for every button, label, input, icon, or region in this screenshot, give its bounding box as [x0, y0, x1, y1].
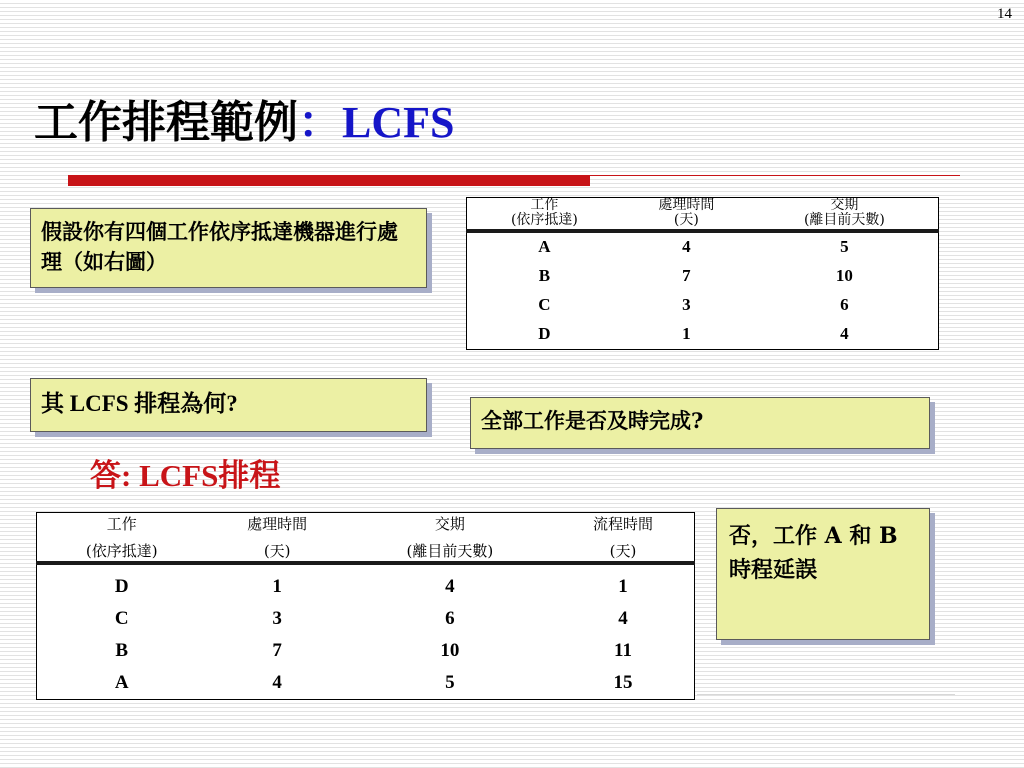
- table-row: D 1 4 1: [114, 576, 628, 597]
- answer-prefix: 答:: [90, 458, 140, 493]
- header-job: 工作 (依序抵達): [85, 515, 158, 560]
- result-text: 否，工作 A 和 B 時程延誤: [729, 523, 898, 584]
- title-colon: ：: [298, 97, 342, 148]
- result-box: [716, 508, 930, 640]
- question-text: 其 LCFS 排程為何?: [41, 391, 238, 416]
- answer-suffix: 排程: [218, 458, 281, 494]
- header-processing-time: 處理時間 (天): [658, 197, 715, 229]
- title-method: LCFS: [342, 98, 455, 147]
- table-row: B 7 10: [538, 266, 853, 286]
- table-header-row: [37, 513, 695, 564]
- title-main: 工作排程範例: [34, 97, 298, 148]
- table-row: B 7 10 11: [115, 640, 632, 661]
- premise-box: [30, 208, 427, 288]
- answer-heading: [90, 450, 280, 495]
- header-job: 工作 (依序抵達): [510, 197, 578, 229]
- title-underline-bar: [68, 175, 590, 186]
- header-processing-time: 處理時間 (天): [247, 515, 308, 560]
- page-number: 14: [997, 6, 1012, 22]
- input-jobs-table: [466, 197, 939, 350]
- table-row: C 3 6: [538, 295, 849, 315]
- table-row: D 1 4: [538, 324, 849, 344]
- table-header-row: [467, 198, 939, 231]
- table-row: A 4 5: [538, 237, 849, 257]
- slide-title: [34, 86, 454, 150]
- answer-method: LCFS: [139, 458, 219, 493]
- header-due-date: 交期 (離目前天數): [406, 515, 494, 560]
- header-flow-time: 流程時間 (天): [592, 515, 653, 560]
- table-row: A 4 5 15: [114, 672, 633, 693]
- header-due-date: 交期 (離目前天數): [803, 197, 885, 229]
- premise-text: 假設你有四個工作依序抵達機器進行處理（如右圖）: [41, 219, 398, 275]
- title-underline-line: [590, 175, 960, 176]
- lcfs-schedule-table: [36, 512, 695, 700]
- decorative-line: [697, 694, 955, 695]
- question-box: [30, 378, 427, 432]
- table-row: C 3 6 4: [114, 608, 628, 629]
- check-question-box: [470, 397, 930, 449]
- check-question-text: 全部工作是否及時完成?: [481, 408, 704, 433]
